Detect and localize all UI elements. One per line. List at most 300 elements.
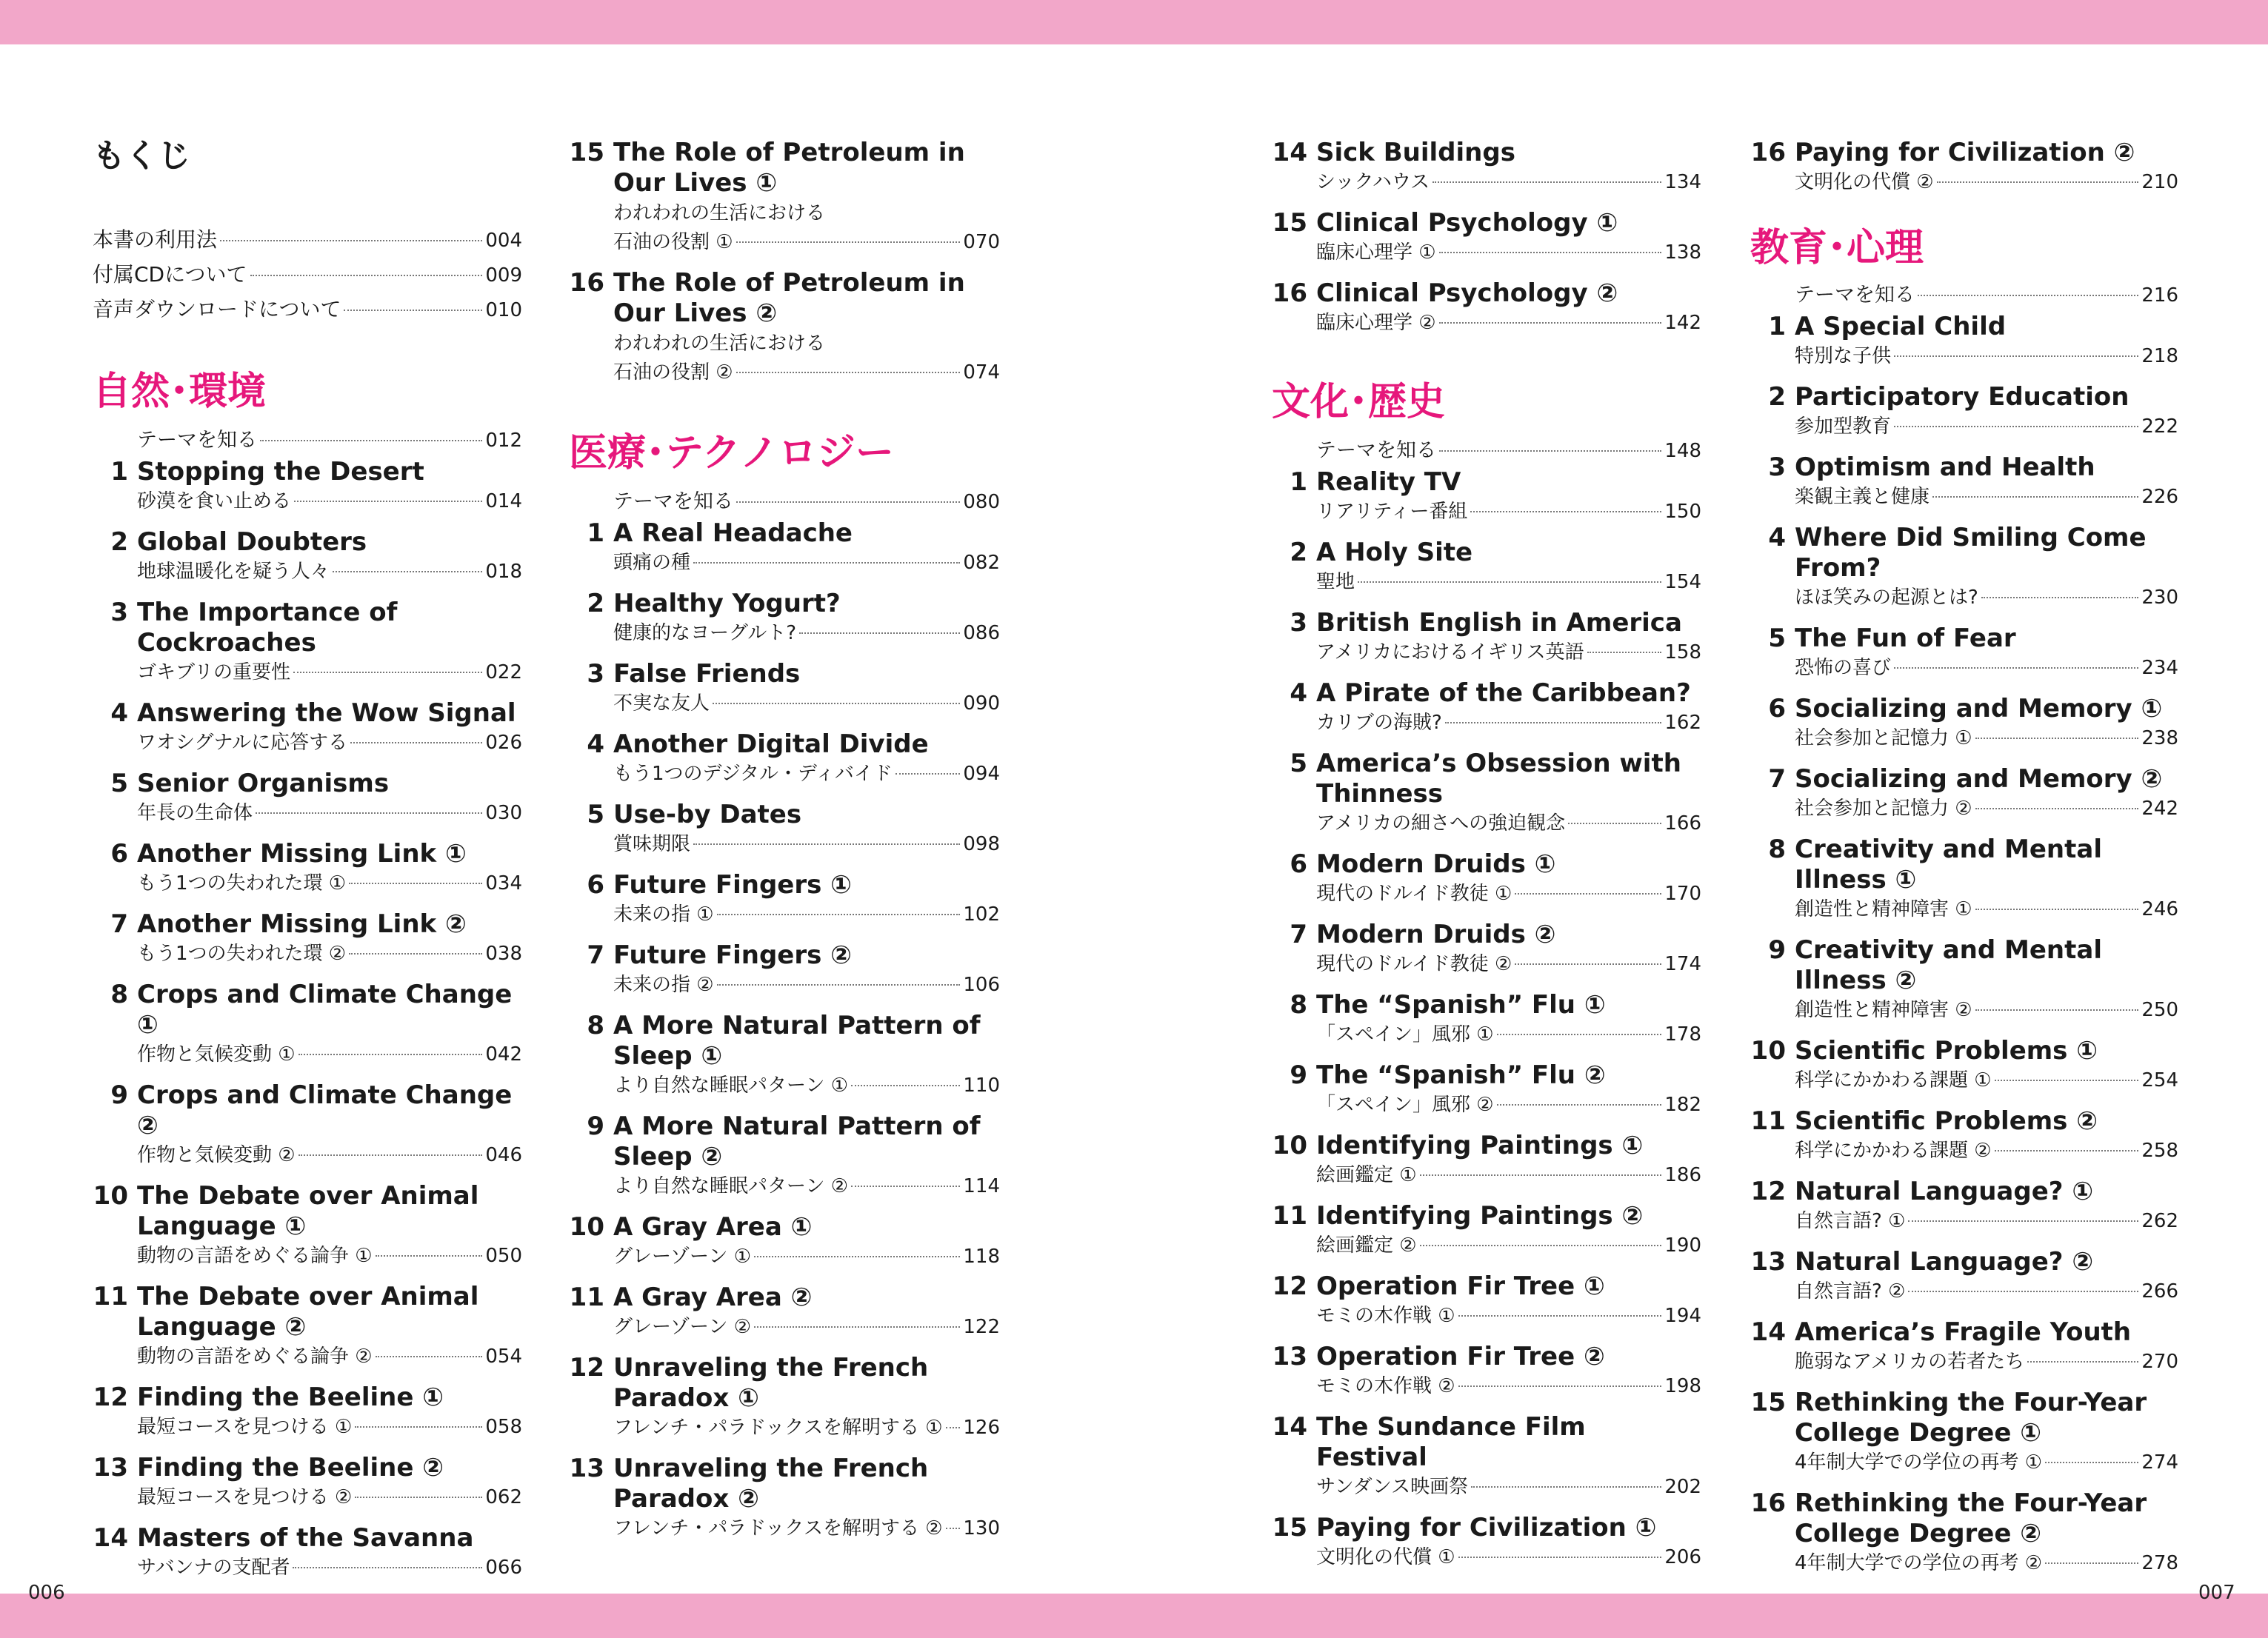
- entry-japanese-title: より自然な睡眠パターン ②: [613, 1175, 849, 1197]
- entry-japanese-title: 石油の役割 ①: [613, 231, 733, 253]
- entry-japanese-row: [1272, 1231, 1701, 1260]
- entry-japanese-row: [569, 549, 1000, 577]
- entry-english-row: [93, 1080, 522, 1141]
- entry-japanese-title: 臨床心理学 ②: [1316, 312, 1436, 334]
- entry-japanese-row: [569, 1172, 1000, 1200]
- page-number: 026: [485, 732, 522, 754]
- entry-japanese-title: サバンナの支配者: [137, 1557, 290, 1579]
- entry-number: 3: [110, 598, 128, 627]
- toc-entry[interactable]: [1750, 452, 2178, 511]
- toc-entry[interactable]: [1272, 1201, 1701, 1260]
- entry-japanese-title: 創造性と精神障害 ②: [1795, 999, 1972, 1021]
- entry-title: Answering the Wow Signal: [137, 698, 516, 728]
- page-number: 150: [1664, 501, 1701, 523]
- page-number: 278: [2141, 1552, 2178, 1574]
- entry-english-row: [1272, 1342, 1701, 1372]
- toc-entry[interactable]: [1750, 764, 2178, 823]
- toc-entry[interactable]: [1750, 1247, 2178, 1306]
- entry-japanese-row: [569, 1072, 1000, 1100]
- entry-title: A More Natural Pattern of Sleep ①: [613, 1011, 981, 1071]
- dot-leader: [376, 1255, 483, 1257]
- entry-japanese-row: [1750, 1207, 2178, 1235]
- toc-entry[interactable]: [1750, 1388, 2178, 1477]
- page-number: 102: [963, 903, 1000, 926]
- entry-japanese-title: アメリカにおけるイギリス英語: [1316, 641, 1584, 663]
- toc-entry[interactable]: [1750, 523, 2178, 612]
- entry-english-row: [1750, 835, 2178, 895]
- entry-japanese-title: 楽観主義と健康: [1795, 486, 1930, 508]
- entry-title: The Debate over Animal Language ①: [137, 1181, 479, 1241]
- entry-japanese-row: [93, 487, 522, 515]
- entry-title: Unraveling the French Paradox ①: [613, 1353, 929, 1413]
- page-number: 098: [963, 833, 1000, 855]
- entry-title: Participatory Education: [1795, 382, 2129, 412]
- toc-entry[interactable]: [1272, 608, 1701, 666]
- entry-english-row: [1750, 1317, 2178, 1348]
- page-number: 190: [1664, 1234, 1701, 1257]
- entry-number: 9: [1290, 1060, 1307, 1090]
- page-number: 082: [963, 552, 1000, 574]
- entry-number: 15: [1750, 1388, 1786, 1417]
- toc-entry[interactable]: [569, 1353, 1000, 1442]
- entry-english-row: [569, 940, 1000, 971]
- entry-english-row: [569, 589, 1000, 619]
- entry-english-row: [569, 518, 1000, 549]
- page-number: 126: [963, 1417, 1000, 1439]
- entry-japanese-title: 4年制大学での学位の再考 ②: [1795, 1552, 2043, 1574]
- intro-page: 080: [963, 491, 1000, 513]
- page-number: 090: [963, 692, 1000, 715]
- entry-number: 8: [1290, 990, 1307, 1020]
- entry-japanese-row: [93, 1483, 522, 1511]
- entry-number: 13: [1750, 1247, 1786, 1277]
- entry-number: 2: [1768, 382, 1786, 412]
- toc-entry[interactable]: [93, 1453, 522, 1511]
- toc-entry[interactable]: [93, 980, 522, 1069]
- entry-japanese-title: 作物と気候変動 ①: [137, 1043, 296, 1066]
- entry-japanese-title: 科学にかかわる課題 ②: [1795, 1140, 1992, 1162]
- toc-entry[interactable]: [1750, 1488, 2178, 1577]
- entry-title: A Pirate of the Caribbean?: [1316, 678, 1691, 708]
- entry-japanese-row: [1272, 168, 1701, 196]
- section-intro[interactable]: [93, 424, 522, 457]
- entry-title: Crops and Climate Change ①: [137, 980, 513, 1040]
- toc-entry[interactable]: [1272, 278, 1701, 337]
- entry-title: Operation Fir Tree ①: [1316, 1271, 1605, 1301]
- entry-japanese-title: より自然な睡眠パターン ①: [613, 1074, 849, 1097]
- entry-japanese-row: [93, 869, 522, 897]
- entry-japanese-row: [93, 940, 522, 968]
- entry-title: Masters of the Savanna: [137, 1523, 474, 1553]
- intro-page: 216: [2141, 284, 2178, 307]
- section-heading-nature: 自然･環境: [93, 370, 267, 414]
- toc-entry[interactable]: [1272, 1342, 1701, 1400]
- toc-entry[interactable]: [1272, 1412, 1701, 1501]
- entry-japanese-title: 健康的なヨーグルト?: [613, 622, 797, 644]
- toc-entry[interactable]: [1750, 1036, 2178, 1094]
- dot-leader: [1458, 1315, 1662, 1317]
- page-number: 178: [1664, 1023, 1701, 1046]
- page-number: 174: [1664, 953, 1701, 975]
- toc-entry[interactable]: [1272, 1131, 1701, 1189]
- page-number: 202: [1664, 1476, 1701, 1498]
- entry-number: 4: [1768, 523, 1786, 552]
- entry-japanese-row: [1272, 238, 1701, 267]
- page-number: 086: [963, 622, 1000, 644]
- toc-entry[interactable]: [569, 268, 1000, 387]
- dot-leader: [294, 501, 482, 502]
- entry-number: 7: [1768, 764, 1786, 794]
- dot-leader: [1981, 597, 2139, 598]
- front-matter-label: 本書の利用法: [93, 227, 218, 252]
- toc-entry[interactable]: [1750, 935, 2178, 1024]
- toc-entry[interactable]: [93, 1282, 522, 1371]
- entry-english-row: [569, 659, 1000, 689]
- toc-entry[interactable]: [93, 598, 522, 686]
- entry-title: A Gray Area ②: [613, 1283, 813, 1312]
- entry-japanese-row: [1272, 1372, 1701, 1400]
- entry-japanese-row: [569, 358, 1000, 387]
- entry-title: Another Digital Divide: [613, 729, 929, 759]
- entry-english-row: [93, 698, 522, 729]
- page-number: 070: [963, 231, 1000, 253]
- dot-leader: [1439, 252, 1662, 253]
- front-matter-label: 音声ダウンロードについて: [93, 297, 341, 321]
- toc-entry[interactable]: [569, 1454, 1000, 1542]
- toc-entry[interactable]: [1272, 1513, 1701, 1571]
- page-number: 034: [485, 872, 522, 895]
- toc-entry[interactable]: [1750, 1317, 2178, 1376]
- right-page-number: 007: [2198, 1582, 2235, 1604]
- dot-leader: [851, 1186, 960, 1187]
- entry-title: Where Did Smiling Come From?: [1795, 523, 2147, 583]
- entry-number: 1: [1290, 467, 1307, 497]
- dot-leader: [851, 1085, 960, 1086]
- entry-english-row: [1750, 1388, 2178, 1448]
- page-number: 118: [963, 1246, 1000, 1268]
- entry-list: [1272, 138, 1701, 337]
- dot-leader: [895, 773, 960, 775]
- entry-japanese-title: アメリカの細さへの強迫観念: [1316, 812, 1566, 835]
- entry-title: Creativity and Mental Illness ②: [1795, 935, 2102, 995]
- page-number: 050: [485, 1245, 522, 1267]
- entry-japanese-row: [1272, 568, 1701, 596]
- toc-entry[interactable]: [1750, 138, 2178, 196]
- entry-japanese-row: [1272, 1473, 1701, 1501]
- page-number: 022: [485, 661, 522, 683]
- entry-japanese-row: [1272, 950, 1701, 978]
- entry-title: The Role of Petroleum in Our Lives ②: [613, 268, 965, 328]
- entry-english-row: [93, 598, 522, 658]
- entry-number: 16: [569, 268, 604, 298]
- page-number: 166: [1664, 812, 1701, 835]
- entry-japanese-row: [93, 1141, 522, 1169]
- entry-japanese-row: [1750, 168, 2178, 196]
- page-number: 142: [1664, 312, 1701, 334]
- toc-entry[interactable]: [1272, 467, 1701, 526]
- entry-number: 14: [1750, 1317, 1786, 1347]
- entry-list: [569, 138, 1000, 387]
- entry-japanese-title: 年長の生命体: [137, 802, 253, 824]
- page-number: 270: [2141, 1351, 2178, 1373]
- toc-entry[interactable]: [1750, 1177, 2178, 1235]
- dot-leader: [1445, 722, 1662, 723]
- entry-number: 2: [587, 589, 604, 618]
- page-number: 162: [1664, 712, 1701, 734]
- entry-title: Another Missing Link ②: [137, 909, 467, 939]
- dot-leader: [946, 1427, 961, 1428]
- entry-japanese-row: [93, 1413, 522, 1441]
- toc-entry[interactable]: [569, 729, 1000, 788]
- dot-leader: [293, 672, 482, 673]
- dot-leader: [2027, 1361, 2138, 1363]
- entry-japanese-line: われわれの生活における: [613, 332, 826, 355]
- toc-entry[interactable]: [1272, 749, 1701, 838]
- page-number: 182: [1664, 1094, 1701, 1116]
- front-matter-item[interactable]: [93, 257, 522, 292]
- section-heading-medical: 医療･テクノロジー: [569, 431, 894, 475]
- entry-number: 6: [587, 870, 604, 900]
- entry-number: 3: [1290, 608, 1307, 638]
- entry-japanese-row: [1750, 795, 2178, 823]
- entry-title: The Debate over Animal Language ②: [137, 1282, 479, 1342]
- entry-english-row: [569, 1112, 1000, 1172]
- entry-japanese-row: [569, 830, 1000, 858]
- dot-leader: [1908, 1291, 2138, 1292]
- entry-english-row: [1750, 1106, 2178, 1137]
- entry-japanese-title: サンダンス映画祭: [1316, 1476, 1469, 1498]
- entry-english-row: [1750, 1177, 2178, 1207]
- entry-english-row: [1272, 1513, 1701, 1543]
- front-matter-item[interactable]: [93, 222, 522, 257]
- toc-entry[interactable]: [93, 1523, 522, 1582]
- entry-title: A Gray Area ①: [613, 1212, 813, 1242]
- entry-title: Scientific Problems ②: [1795, 1106, 2098, 1136]
- entry-japanese-title: 石油の役割 ②: [613, 361, 733, 384]
- toc-entry[interactable]: [569, 870, 1000, 929]
- entry-japanese-row: [1750, 1066, 2178, 1094]
- entry-english-row: [1272, 208, 1701, 238]
- entry-english-row: [1750, 624, 2178, 654]
- toc-entry[interactable]: [1750, 382, 2178, 441]
- toc-entry[interactable]: [569, 1011, 1000, 1100]
- entry-title: Operation Fir Tree ②: [1316, 1342, 1605, 1371]
- toc-entry[interactable]: [93, 698, 522, 757]
- entry-number: 6: [1290, 849, 1307, 879]
- toc-entry[interactable]: [1272, 1060, 1701, 1119]
- entry-english-row: [1750, 452, 2178, 483]
- entry-english-row: [93, 1523, 522, 1554]
- entry-japanese-title: 臨床心理学 ①: [1316, 241, 1436, 264]
- toc-entry[interactable]: [93, 1181, 522, 1270]
- entry-japanese-row: [1750, 1448, 2178, 1477]
- entry-japanese-title: 参加型教育: [1795, 415, 1892, 438]
- dot-leader: [1458, 1557, 1662, 1558]
- entry-number: 5: [1290, 749, 1307, 778]
- entry-japanese-row: [1750, 724, 2178, 752]
- entry-title: Stopping the Desert: [137, 457, 424, 487]
- toc-column-1: [93, 138, 522, 1594]
- toc-entry[interactable]: [1272, 920, 1701, 978]
- toc-entry[interactable]: [569, 1283, 1000, 1341]
- entry-english-row: [1272, 278, 1701, 309]
- section-intro[interactable]: [569, 486, 1000, 518]
- page-number: 210: [2141, 171, 2178, 193]
- entry-japanese-row: [1750, 584, 2178, 612]
- toc-entry[interactable]: [1272, 678, 1701, 737]
- dot-leader: [298, 1154, 483, 1156]
- entry-number: 12: [93, 1383, 128, 1412]
- page-number: 222: [2141, 415, 2178, 438]
- page-number: 194: [1664, 1305, 1701, 1327]
- toc-entry[interactable]: [1750, 1106, 2178, 1165]
- toc-entry[interactable]: [93, 1080, 522, 1169]
- toc-entry[interactable]: [93, 839, 522, 897]
- entry-english-row: [1750, 764, 2178, 795]
- entry-english-row: [569, 268, 1000, 329]
- entry-english-row: [1272, 678, 1701, 709]
- entry-title: Modern Druids ①: [1316, 849, 1556, 879]
- toc-entry[interactable]: [1272, 1271, 1701, 1330]
- entry-japanese-title: 現代のドルイド教徒 ②: [1316, 953, 1512, 975]
- entry-title: A Real Headache: [613, 518, 853, 548]
- section-heading-education: 教育･心理: [1750, 226, 1924, 270]
- entry-title: Global Doubters: [137, 527, 367, 557]
- entry-title: Another Missing Link ①: [137, 839, 467, 869]
- toc-entry[interactable]: [1272, 138, 1701, 196]
- dot-leader: [713, 703, 960, 704]
- entry-english-row: [93, 1383, 522, 1413]
- entry-english-row: [1750, 1247, 2178, 1277]
- page-number: 046: [485, 1144, 522, 1166]
- entry-list: [1750, 138, 2178, 196]
- entry-japanese-row: [1272, 1161, 1701, 1189]
- dot-leader: [220, 240, 482, 241]
- toc-entry[interactable]: [1750, 624, 2178, 682]
- entry-number: 11: [93, 1282, 128, 1311]
- toc-entry[interactable]: [1750, 312, 2178, 370]
- toc-entry[interactable]: [93, 527, 522, 586]
- toc-entry[interactable]: [569, 518, 1000, 577]
- intro-page: 148: [1664, 440, 1701, 462]
- entry-number: 3: [587, 659, 604, 689]
- toc-entry[interactable]: [569, 138, 1000, 256]
- front-matter-item[interactable]: [93, 292, 522, 327]
- dot-leader: [1497, 1034, 1662, 1035]
- dot-leader: [1568, 823, 1661, 824]
- entry-title: Natural Language? ①: [1795, 1177, 2094, 1206]
- toc-entry[interactable]: [569, 1112, 1000, 1200]
- entry-english-row: [1272, 467, 1701, 498]
- dot-leader: [2045, 1462, 2138, 1463]
- entry-number: 8: [1768, 835, 1786, 864]
- entry-japanese-title: もう1つの失われた環 ①: [137, 872, 347, 895]
- entry-japanese-title: もう1つのデジタル・ディバイド: [613, 763, 893, 785]
- entry-number: 1: [587, 518, 604, 548]
- entry-number: 2: [110, 527, 128, 557]
- toc-entry[interactable]: [569, 589, 1000, 647]
- toc-entry[interactable]: [93, 909, 522, 968]
- entry-number: 8: [587, 1011, 604, 1040]
- dot-leader: [355, 1497, 482, 1498]
- toc-entry[interactable]: [1272, 208, 1701, 267]
- entry-english-row: [1750, 312, 2178, 342]
- entry-japanese-row: [569, 1243, 1000, 1271]
- toc-entry[interactable]: [1272, 990, 1701, 1049]
- dot-leader: [376, 1356, 483, 1357]
- page-number: 186: [1664, 1164, 1701, 1186]
- entry-number: 7: [587, 940, 604, 970]
- entry-english-row: [93, 980, 522, 1040]
- entry-number: 11: [1750, 1106, 1786, 1136]
- entry-japanese-title: シックハウス: [1316, 171, 1430, 193]
- front-matter-label: 付属CDについて: [93, 262, 247, 287]
- toc-entry[interactable]: [569, 940, 1000, 999]
- entry-japanese-row: [93, 1343, 522, 1371]
- entry-number: 2: [1290, 538, 1307, 567]
- entry-title: A Holy Site: [1316, 538, 1473, 567]
- toc-entry[interactable]: [1272, 849, 1701, 908]
- entry-number: 9: [587, 1112, 604, 1141]
- entry-japanese-title: 絵画鑑定 ②: [1316, 1234, 1417, 1257]
- entry-english-row: [1272, 1131, 1701, 1161]
- entry-english-row: [1750, 138, 2178, 168]
- page-number: 014: [485, 490, 522, 512]
- section-intro[interactable]: [1272, 435, 1701, 467]
- entry-english-row: [1272, 1271, 1701, 1302]
- entry-japanese-row: [569, 760, 1000, 788]
- entry-number: 4: [1290, 678, 1307, 708]
- dot-leader: [1458, 1385, 1662, 1387]
- toc-entry[interactable]: [93, 1383, 522, 1441]
- toc-entry[interactable]: [569, 659, 1000, 718]
- dot-leader: [1439, 322, 1662, 324]
- page-number: 106: [963, 974, 1000, 996]
- toc-entry[interactable]: [1750, 694, 2178, 752]
- toc-entry[interactable]: [93, 769, 522, 827]
- entry-japanese-title: 聖地: [1316, 571, 1355, 593]
- section-intro[interactable]: [1750, 279, 2178, 312]
- entry-number: 10: [569, 1212, 604, 1242]
- toc-entry[interactable]: [569, 800, 1000, 858]
- dot-leader: [333, 571, 482, 572]
- page-number: 266: [2141, 1280, 2178, 1303]
- entry-japanese-title: フレンチ・パラドックスを解明する ①: [613, 1417, 943, 1439]
- entry-japanese-row: [1750, 654, 2178, 682]
- page-number: 134: [1664, 171, 1701, 193]
- entry-japanese-row: [93, 1554, 522, 1582]
- dot-leader: [298, 1054, 483, 1055]
- toc-entry[interactable]: [1272, 538, 1701, 596]
- page-number: 094: [963, 763, 1000, 785]
- entry-japanese-title: 砂漠を食い止める: [137, 490, 292, 512]
- entry-title: Scientific Problems ①: [1795, 1036, 2098, 1066]
- toc-entry[interactable]: [569, 1212, 1000, 1271]
- entry-title: Optimism and Health: [1795, 452, 2095, 482]
- entry-number: 7: [1290, 920, 1307, 949]
- entry-title: The “Spanish” Flu ①: [1316, 990, 1606, 1020]
- entry-title: Finding the Beeline ①: [137, 1383, 444, 1412]
- dot-leader: [754, 1256, 960, 1257]
- entry-japanese-title: グレーゾーン ①: [613, 1246, 752, 1268]
- entry-number: 6: [1768, 694, 1786, 723]
- entry-title: The Fun of Fear: [1795, 624, 2016, 653]
- entry-japanese-title: カリブの海賊?: [1316, 712, 1442, 734]
- entry-number: 16: [1750, 138, 1786, 167]
- toc-entry[interactable]: [1750, 835, 2178, 923]
- toc-entry[interactable]: [93, 457, 522, 515]
- entry-number: 15: [1272, 1513, 1307, 1542]
